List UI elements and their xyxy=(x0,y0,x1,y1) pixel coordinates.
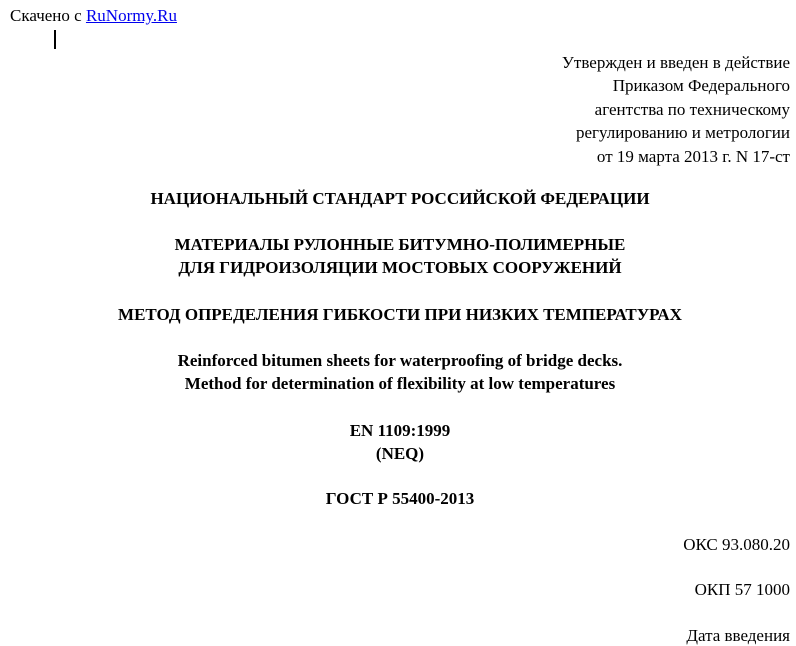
okp-code: ОКП 57 1000 xyxy=(694,580,790,599)
english-title-line2: Method for determination of flexibility at low temperatures xyxy=(184,374,616,394)
text-cursor xyxy=(54,30,56,49)
english-title-line1: Reinforced bitumen sheets for waterproofing of bridge decks. xyxy=(177,351,623,370)
approval-line: от 19 марта 2013 г. N 17-ст xyxy=(596,146,790,166)
intro-date-label: Дата введения xyxy=(686,626,790,645)
materials-heading xyxy=(0,233,796,280)
approval-line: регулированию и метрологии xyxy=(575,123,790,143)
en-reference-degree: (NEQ) xyxy=(375,444,425,464)
approval-line: Приказом Федерального xyxy=(612,76,790,96)
en-reference xyxy=(0,419,796,466)
materials-heading-line1: МАТЕРИАЛЫ РУЛОННЫЕ БИТУМНО-ПОЛИМЕРНЫЕ xyxy=(174,235,626,254)
en-reference-code: EN 1109:1999 xyxy=(349,421,451,440)
source-line xyxy=(10,6,177,26)
approval-line: агентства по техническому xyxy=(594,99,790,119)
oks-code: ОКС 93.080.20 xyxy=(683,535,790,554)
national-standard-heading: НАЦИОНАЛЬНЫЙ СТАНДАРТ РОССИЙСКОЙ ФЕДЕРАЦИИ xyxy=(150,189,650,208)
gost-number: ГОСТ Р 55400-2013 xyxy=(325,489,475,508)
source-link[interactable]: RuNormy.Ru xyxy=(85,6,177,25)
approval-line: Утвержден и введен в действие xyxy=(561,53,790,72)
approval-block xyxy=(562,51,790,168)
materials-heading-line2: ДЛЯ ГИДРОИЗОЛЯЦИИ МОСТОВЫХ СООРУЖЕНИЙ xyxy=(178,258,622,278)
method-heading: МЕТОД ОПРЕДЕЛЕНИЯ ГИБКОСТИ ПРИ НИЗКИХ ТЕМПЕРАТУРАХ xyxy=(118,305,682,324)
english-title xyxy=(0,349,796,396)
source-prefix: Скачено с xyxy=(10,6,86,25)
